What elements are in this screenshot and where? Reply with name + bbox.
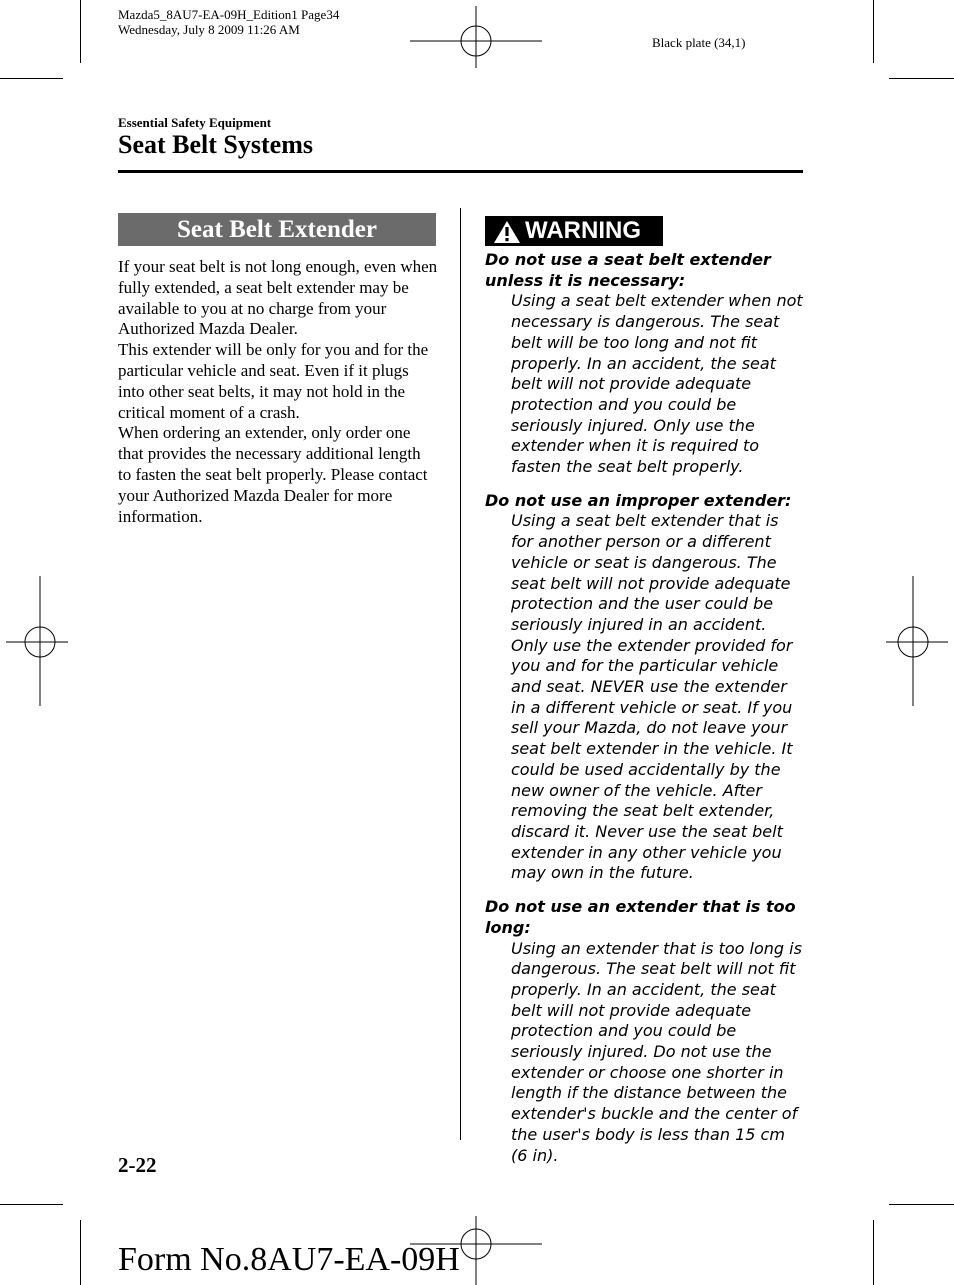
column-divider bbox=[460, 208, 461, 1140]
registration-target-left bbox=[6, 576, 68, 706]
print-job-line: Mazda5_8AU7-EA-09H_Edition1 Page34 bbox=[118, 7, 340, 22]
form-number: Form No.8AU7-EA-09H bbox=[118, 1241, 460, 1278]
warning-item-heading: Do not use an improper extender: bbox=[485, 490, 792, 510]
subsection-heading: Seat Belt Extender bbox=[118, 213, 436, 246]
warning-item bbox=[485, 897, 805, 1166]
warning-item bbox=[485, 250, 805, 478]
warning-item-text: Using a seat belt extender that is for another person or a different vehicle or seat is dangerous. The seat belt will not provide adequate protection and the user could be seriously injured in an accident. Only use the extender provided for you and for the particular vehicle and seat. NEVER use the extender in a different vehicle or seat. If you sell your Mazda, do not leave your seat belt extender in the vehicle. It could be used accidentally by the new owner of the vehicle. After removing the seat belt extender, discard it. Never use the seat belt extender in any other vehicle you may own in the future. bbox=[511, 511, 793, 883]
registration-target-top bbox=[410, 6, 542, 68]
warning-body bbox=[485, 250, 805, 1179]
print-plate-label: Black plate (34,1) bbox=[652, 35, 746, 50]
body-paragraph: This extender will be only for you and for the particular vehicle and seat. Even if it plugs into other seat belts, it may not hold in the critical moment of a crash. bbox=[118, 340, 429, 422]
body-paragraph: If your seat belt is not long enough, even when fully extended, a seat belt extender may be available to you at no charge from your Authorized Mazda Dealer. bbox=[118, 257, 438, 339]
warning-item-heading: Do not use a seat belt extender unless it is necessary: bbox=[485, 250, 771, 290]
print-date-line: Wednesday, July 8 2009 11:26 AM bbox=[118, 22, 300, 37]
body-paragraph: When ordering an extender, only order one that provides the necessary additional length to fasten the seat belt properly. Please contact your Authorized Mazda Dealer for more information. bbox=[118, 423, 428, 526]
warning-item-text: Using a seat belt extender when not necessary is dangerous. The seat belt will be too long and not fit properly. In an accident, the seat belt will not provide adequate protection and you could be seriously injured. Only use the extender when it is required to fasten the seat belt properly. bbox=[511, 291, 803, 477]
warning-item bbox=[485, 491, 805, 884]
body-text bbox=[118, 257, 438, 527]
title-rule bbox=[118, 170, 803, 173]
warning-label: WARNING bbox=[525, 217, 641, 244]
warning-header bbox=[485, 216, 663, 246]
page-number: 2-22 bbox=[118, 1153, 157, 1177]
section-label: Essential Safety Equipment bbox=[118, 115, 272, 130]
page-title: Seat Belt Systems bbox=[118, 130, 313, 159]
registration-target-right bbox=[886, 576, 948, 706]
warning-item-text: Using an extender that is too long is dangerous. The seat belt will not fit properly. In an accident, the seat belt will not provide adequate protection and you could be seriously injured. Do not use the extender or choose one shorter in length if the distance between the extender's buckle and the center of the user's body is less than 15 cm (6 in). bbox=[511, 938, 802, 1165]
warning-triangle-icon bbox=[493, 220, 521, 244]
warning-item-heading: Do not use an extender that is too long: bbox=[485, 897, 796, 937]
